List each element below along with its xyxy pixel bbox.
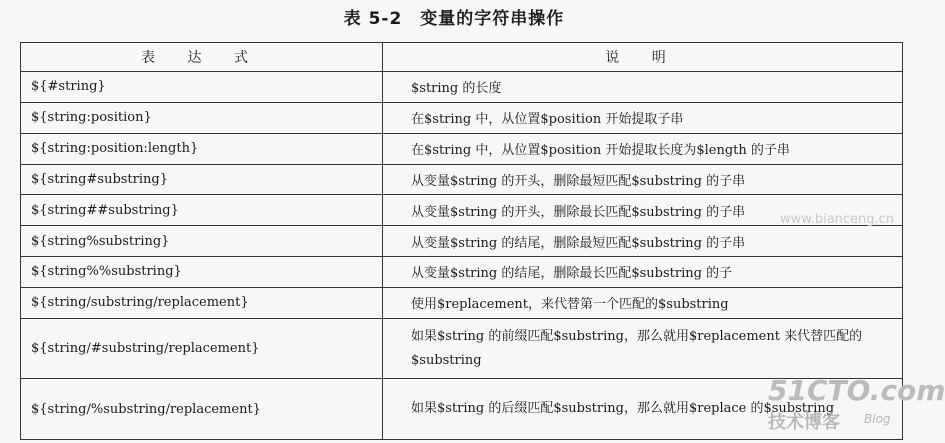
table-row (21, 72, 903, 103)
expression-cell: ${string:position:length} (21, 133, 383, 164)
expression-cell: ${string%substring} (21, 226, 383, 257)
description-cell: 在$string 中，从位置$position 开始提取长度为$length 的子串 (383, 133, 903, 164)
table-row (21, 318, 903, 379)
description-text: 如果$string 的前缀匹配$substring，那么就用$replacement 来代替匹配的$substring (411, 328, 863, 368)
description-cell: 在$string 中，从位置$position 开始提取子串 (383, 102, 903, 133)
table-row (21, 133, 903, 164)
description-text: 如果$string 的后缀匹配$substring，那么就用$replace 的$substring (411, 401, 835, 417)
table-row (21, 287, 903, 318)
table-row (21, 226, 903, 257)
description-cell: 从变量$string 的开头，删除最长匹配$substring 的子串 (383, 195, 903, 226)
site-watermark: www.bianceng.cn (780, 212, 895, 227)
blog-watermark: Blog (864, 412, 891, 426)
description-cell: 使用$replacement，来代替第一个匹配的$substring (383, 287, 903, 318)
brand-watermark: 51CTO.com (768, 374, 945, 407)
table-row (21, 257, 903, 288)
description-cell: 从变量$string 的结尾，删除最长匹配$substring 的子 (383, 257, 903, 288)
expression-cell: ${string/%substring/replacement} (21, 379, 383, 440)
description-cell: 从变量$string 的开头，删除最短匹配$substring 的子串 (383, 164, 903, 195)
expression-cell: ${string:position} (21, 102, 383, 133)
description-cell: $string 的长度 (383, 72, 903, 103)
expression-cell: ${#string} (21, 72, 383, 103)
expression-cell: ${string/substring/replacement} (21, 287, 383, 318)
table-caption: 表 5-2 变量的字符串操作 (343, 9, 565, 29)
description-cell: 从变量$string 的结尾，删除最短匹配$substring 的子串 (383, 226, 903, 257)
table-row (21, 195, 903, 226)
description-cell (383, 318, 903, 379)
header-description: 说 明 (383, 43, 903, 72)
table-row (21, 102, 903, 133)
expression-cell: ${string##substring} (21, 195, 383, 226)
expression-cell: ${string#substring} (21, 164, 383, 195)
table-header-row (21, 43, 903, 72)
expression-cell: ${string%%substring} (21, 257, 383, 288)
expression-cell: ${string/#substring/replacement} (21, 318, 383, 379)
header-expression: 表 达 式 (21, 43, 383, 72)
table-row (21, 164, 903, 195)
brand-sub-watermark: 技术博客 (768, 412, 840, 433)
